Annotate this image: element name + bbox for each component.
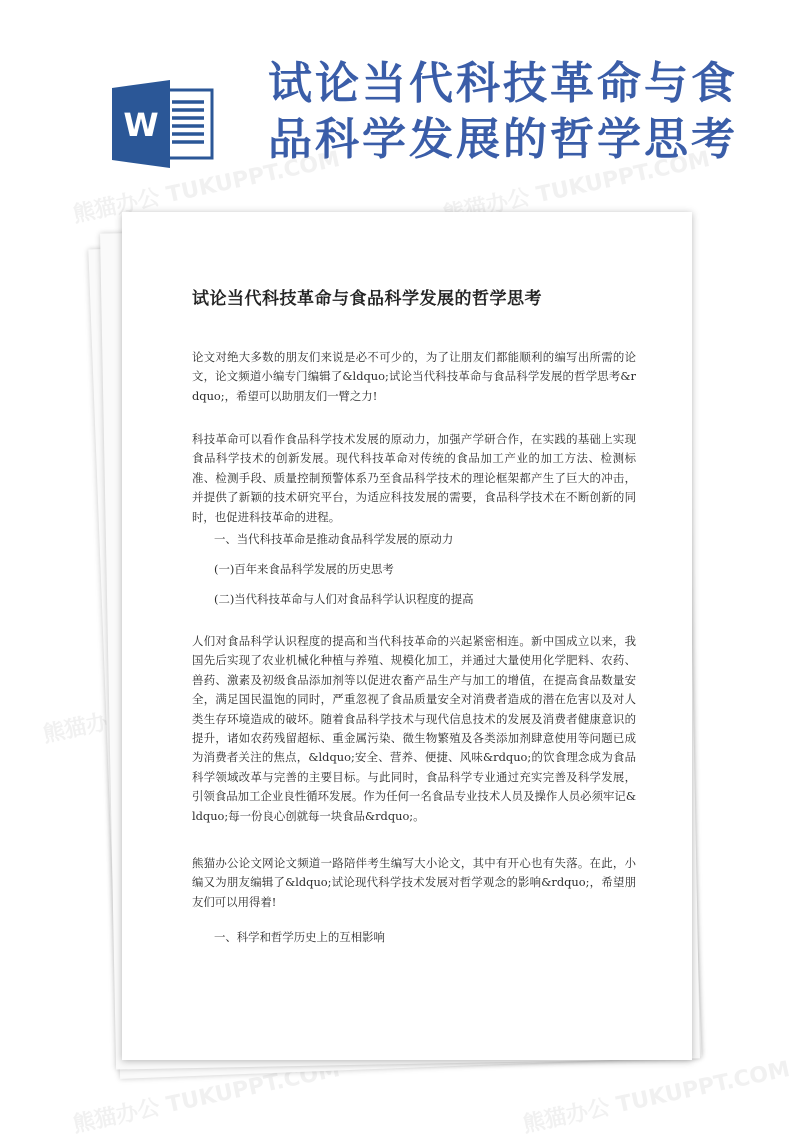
banner — [0, 0, 800, 200]
document-page — [122, 212, 692, 1060]
paragraph-body: 人们对食品科学认识程度的提高和当代科技革命的兴起紧密相连。新中国成立以来，我国先后实现了农业机械化种植与养殖、规模化加工，并通过大量使用化学肥料、农药、兽药、激素及初级食品添加剂等以促进农畜产品生产与加工的增值，在提高食品数量安全，满足国民温饱的同时，严重忽视了食品质量安全对消费者造成的潜在危害以及对人类生存环境造成的破坏。随着食品科学技术与现代信息技术的发展及消费者健康意识的提升，诸如农药残留超标、重金属污染、微生物繁殖及各类添加剂肆意使用等问题已成为消费者关注的焦点，&ldquo;安全、营养、便捷、风味&rdquo;的饮食理念成为食品科学领域改革与完善的主要目标。与此同时，食品科学专业通过充实完善及科学发展，引领食品加工企业良性循环发展。作为任何一名食品专业技术人员及操作人员必须牢记&ldquo;每一份良心创就每一块食品&rdquo;。 — [192, 634, 636, 823]
banner-title-line-1: 试论当代科技革命与食 — [268, 58, 738, 109]
paragraph-body: 熊猫办公论文网论文频道一路陪伴考生编写大小论文，其中有开心也有失落。在此，小编又为朋友编辑了&ldquo;试论现代科学技术发展对哲学观念的影响&rdquo;，希望朋友们可以用得着! — [192, 856, 636, 909]
watermark: 熊猫办公 TUKUPPT.COM — [70, 1056, 343, 1138]
document-title: 试论当代科技革命与食品科学发展的哲学思考 — [192, 289, 542, 309]
word-document-icon — [112, 80, 214, 168]
word-icon-letter: W — [123, 106, 159, 144]
document-preview — [100, 212, 700, 1072]
subsection-heading: (一)百年来食品科学发展的历史思考 — [214, 562, 394, 576]
subsection-heading: (二)当代科技革命与人们对食品科学认识程度的提高 — [214, 592, 474, 606]
watermark: 熊猫办公 TUKUPPT.COM — [520, 1056, 793, 1138]
section-heading: 一、科学和哲学历史上的互相影响 — [214, 930, 385, 944]
banner-title-line-2: 品科学发展的哲学思考 — [268, 114, 738, 165]
paragraph-body: 科技革命可以看作食品科学技术发展的原动力，加强产学研合作，在实践的基础上实现食品科学技术的创新发展。现代科技革命对传统的食品加工产业的加工方法、检测标准、检测手段、质量控制预警体系乃至食品科学技术的理论框架都产生了巨大的冲击，并提供了新颖的技术研究平台，为适应科技发展的需要，食品科学技术在不断创新的同时，也促进科技革命的进程。 — [192, 432, 636, 524]
banner-title — [268, 56, 788, 168]
paragraph-intro: 论文对绝大多数的朋友们来说是必不可少的，为了让朋友们都能顺利的编写出所需的论文，论文频道小编专门编辑了&ldquo;试论当代科技革命与食品科学发展的哲学思考&rdquo;，希望可以助朋友们一臂之力! — [192, 350, 636, 403]
watermark: 熊猫办公 — [40, 705, 133, 748]
watermark: 熊猫办公 TUKUPPT.COM — [440, 146, 713, 228]
watermark: 熊猫办公 TUKUPPT.COM — [70, 146, 343, 228]
section-heading: 一、当代科技革命是推动食品科学发展的原动力 — [214, 532, 454, 546]
